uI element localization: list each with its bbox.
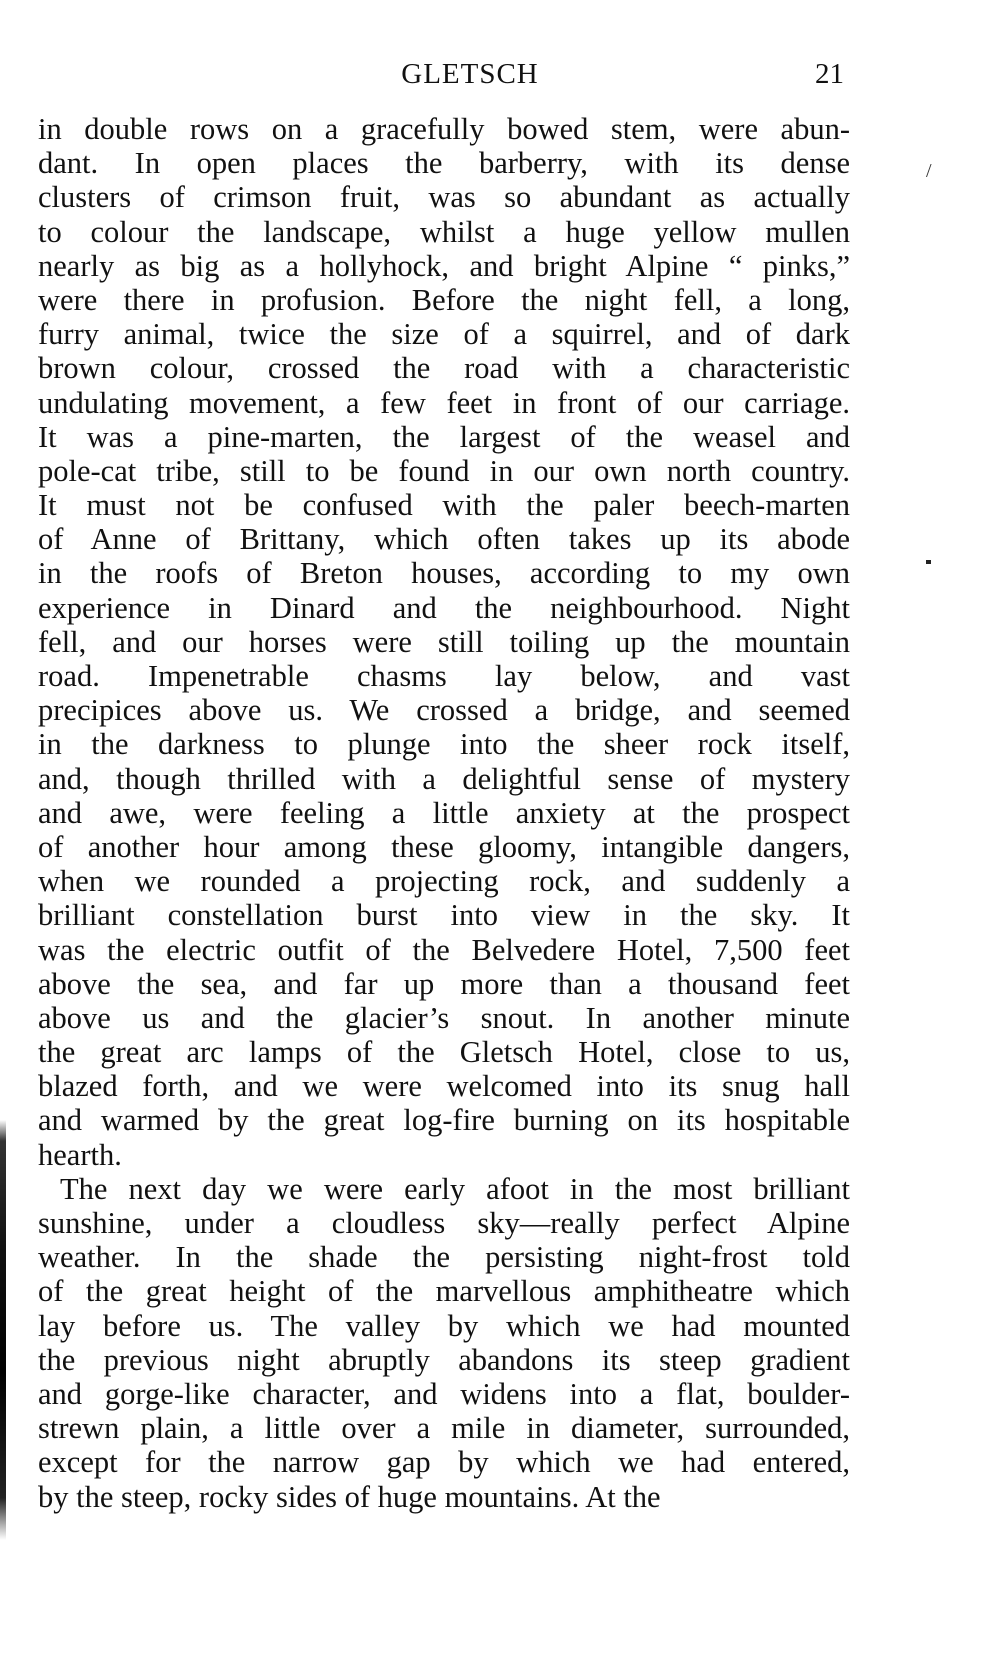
text-line: of the great height of the marvellous amphitheatre which [38,1274,850,1309]
text-line: in the roofs of Breton houses, according to my own [38,556,850,591]
text-line: and gorge-like character, and widens into a flat, boulder- [38,1376,850,1411]
text-line: of another hour among these gloomy, intangible dangers, [38,829,850,864]
text-line: experience in Dinard and the neighbourhood. Night [38,590,850,625]
text-line: hearth. [38,1137,122,1172]
text-line: sunshine, under a cloudless sky—really perfect Alpine [38,1206,850,1240]
text-line: precipices above us. We crossed a bridge, and seemed [38,693,850,728]
text-line: It was a pine-marten, the largest of the weasel and [38,419,850,454]
scan-edge-shadow [0,1120,6,1540]
text-line: by the steep, rocky sides of huge mountains. At the [38,1479,661,1514]
text-line: was the electric outfit of the Belvedere Hotel, 7,500 feet [38,932,850,967]
text-line: were there in profusion. Before the night fell, a long, [38,282,850,317]
text-line: weather. In the shade the persisting night-frost told [38,1240,850,1275]
text-line: except for the narrow gap by which we had entered, [38,1445,850,1480]
text-line: and warmed by the great log-fire burning on its hospitable [38,1103,850,1138]
text-line: strewn plain, a little over a mile in diameter, surrounded, [38,1411,850,1446]
text-line: It must not be confused with the paler beech-marten [38,488,850,523]
text-line: blazed forth, and we were welcomed into its snug hall [38,1069,850,1104]
text-line: road. Impenetrable chasms lay below, and vast [38,659,850,693]
text-line: and, though thrilled with a delightful sense of mystery [38,761,850,796]
text-line: pole-cat tribe, still to be found in our own north country. [38,453,850,488]
body-text [38,112,850,1514]
text-line: to colour the landscape, whilst a huge yellow mullen [38,214,850,249]
text-line: The next day we were early afoot in the most brilliant [60,1171,850,1206]
page-number: 21 [815,58,844,90]
text-line: above us and the glacier’s snout. In another minute [38,1000,850,1035]
margin-dot [926,560,931,564]
text-line: undulating movement, a few feet in front of our carriage. [38,385,850,420]
text-line: in double rows on a gracefully bowed stem, were abun- [38,112,850,146]
text-line: above the sea, and far up more than a thousand feet [38,966,850,1001]
text-line: nearly as big as a hollyhock, and bright Alpine “ pinks,” [38,248,850,283]
text-line: when we rounded a projecting rock, and suddenly a [38,864,850,899]
text-line: brown colour, crossed the road with a characteristic [38,351,850,386]
text-line: fell, and our horses were still toiling up the mountain [38,624,850,659]
text-line: dant. In open places the barberry, with its dense [38,146,850,181]
page-header [0,58,1000,98]
text-line: lay before us. The valley by which we had mounted [38,1308,850,1343]
text-line: the previous night abruptly abandons its steep gradient [38,1342,850,1377]
text-line: of Anne of Brittany, which often takes up its abode [38,522,850,557]
text-line: brilliant constellation burst into view in the sky. It [38,898,850,933]
text-line: the great arc lamps of the Gletsch Hotel, close to us, [38,1035,850,1070]
text-line: and awe, were feeling a little anxiety at the prospect [38,795,850,830]
margin-mark: / [926,160,932,182]
text-line: in the darkness to plunge into the sheer rock itself, [38,727,850,762]
running-title: GLETSCH [401,58,539,90]
text-line: furry animal, twice the size of a squirrel, and of dark [38,317,850,352]
text-line: clusters of crimson fruit, was so abundant as actually [38,180,850,215]
